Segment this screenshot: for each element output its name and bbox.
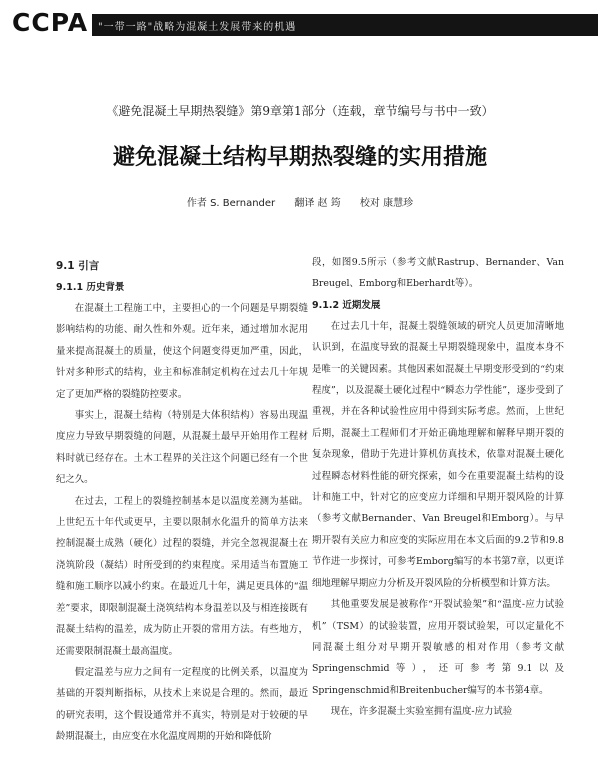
byline [0,194,600,209]
article-title: 避免混凝土结构早期热裂缝的实用措施 [112,145,487,170]
paragraph: 其他重要发展是被称作“开裂试验架”和“温度-应力试验机”（TSM）的试验装置，应用开裂试验架，可以定量化不同混凝土组分对早期开裂敏感的相对作用（参考文献Springenschmid等），还可参考第9.1以及Springenschmid和Breitenbucher编写的本书第4章。 [312,599,564,696]
journal-logo: CCPA [12,8,89,37]
series-line: 《避免混凝土早期热裂缝》第9章第1部分（连载，章节编号与书中一致） [106,104,494,118]
subsection-heading: 9.1.2 近期发展 [312,299,381,311]
paragraph: 在混凝土工程施工中，主要担心的一个问题是早期裂缝影响结构的功能、耐久性和外观。近年来，通过增加水泥用量来提高混凝土的质量，使这个问题变得更加严重，因此，针对多种形式的结构，业主和标准制定机构在过去几十年规定了更加严格的裂缝防控要求。 [56,303,308,400]
author: 作者 S. Bernander [186,198,276,209]
subsection-heading: 9.1.1 历史背景 [56,282,125,293]
right-column [312,252,564,723]
paragraph: 现在，许多混凝土实验室拥有温度-应力试验 [330,706,513,718]
paragraph: 在过去几十年，混凝土裂缝领域的研究人员更加清晰地认识到，在温度导致的混凝土早期裂缝现象中，温度本身不是唯一的关键因素。其他因素如混凝土早期变形受到的“约束程度”，以及混凝土硬化过程中“瞬态力学性能”，逐步受到了重视，并在各种试验性应用中得到实际考虑。然而，上世纪后期，混凝土工程师们才开始正确地理解和解释早期开裂的复杂现象，借助于先进计算机仿真技术，依靠对混凝土硬化过程瞬态材料性能的研究探索，如今在重要混凝土结构的设计和施工中，针对它的应变应力详细和早期开裂风险的计算（参考文献Bernander、Van Breugel和Emborg）。与早期开裂有关应力和应变的实际应用在本文后面的9.2节和9.8节作进一步探讨，可参考Emborg编写的本书第7章，以更详细地理解早期应力分析及开裂风险的分析模型和计算方法。 [312,320,564,589]
header-band [92,14,598,36]
paragraph: 事实上，混凝土结构（特别是大体积结构）容易出现温度应力导致早期裂缝的问题，从混凝土最早开始用作工程材料时就已经存在。土木工程界的关注这个问题已经有一个世纪之久。 [56,410,308,486]
paragraph-continued: 段，如图9.5所示（参考文献Rastrup、Bernander、Van Breugel、Emborg和Eberhardt等）。 [312,257,564,290]
proofreader: 校对 康慧珍 [359,198,414,209]
page-header [0,0,600,50]
header-band-text: "一带一路"战略为混凝土发展带来的机遇 [98,22,297,33]
paragraph: 假定温差与应力之间有一定程度的比例关系，以温度为基础的开裂判断指标，从技术上来说是合理的。然而，最近的研究表明，这个假设通常并不真实，特别是对于较硬的早龄期混凝土，由应变在水化温度周期的开始和降低阶 [56,666,308,743]
section-heading: 9.1 引言 [56,260,100,272]
paragraph: 在过去，工程上的裂缝控制基本是以温度差测为基础。上世纪五十年代或更早，主要以限制水化温升的简单方法来控制混凝土成熟（硬化）过程的裂缝，并完全忽视混凝土在浇筑阶段（凝结）时所受到的约束程度。采用适当布置施工缝和施工顺序以减小约束。在最近几十年，满足更具体的“温差”要求，即限制混凝土浇筑结构本身温差以及与相连接既有混凝土结构的温差，成为防止开裂的常用方法。有些地方，还需要限制混凝土最高温度。 [56,495,308,657]
translator: 翻译 赵 筠 [294,198,341,209]
left-column [56,256,308,748]
